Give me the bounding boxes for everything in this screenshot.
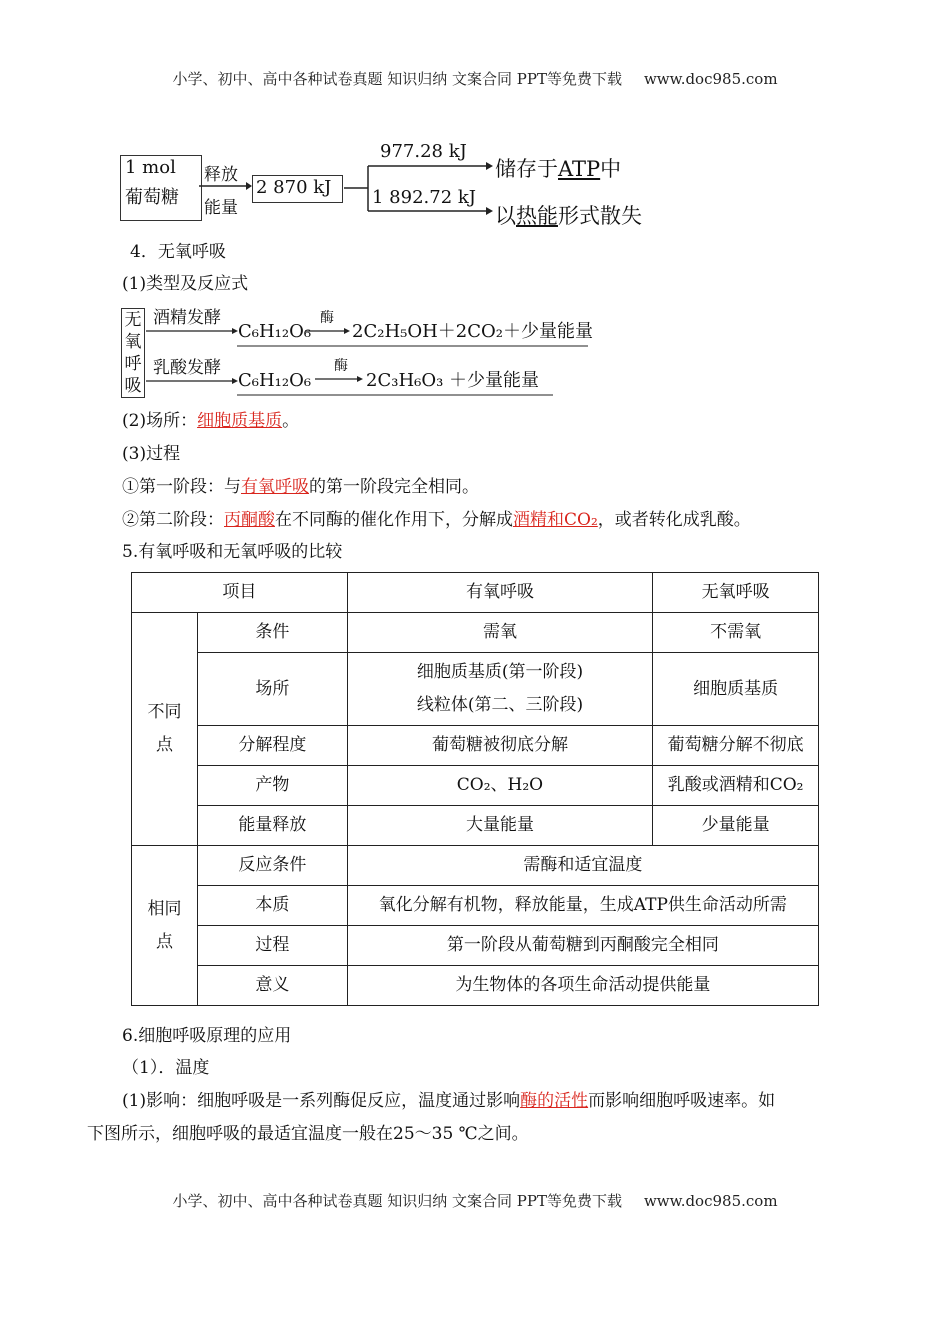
temperature-effect-line-2: 下图所示，细胞呼吸的最适宜温度一般在25～35 ℃之间。 bbox=[87, 1124, 529, 1144]
stage-1-answer: 有氧呼吸 bbox=[241, 477, 309, 497]
temperature-effect-line-1: (1)影响：细胞呼吸是一系列酶促反应，温度通过影响酶的活性而影响细胞呼吸速率。如 bbox=[122, 1091, 776, 1111]
header-url[interactable]: www.doc985.com bbox=[643, 70, 778, 88]
release-label-bottom: 能量 bbox=[204, 198, 238, 218]
glucose-amount: 1 mol bbox=[125, 157, 176, 178]
same-group-label: 相同点 bbox=[132, 846, 198, 1006]
table-row: 分解程度 葡萄糖被彻底分解 葡萄糖分解不彻底 bbox=[132, 726, 819, 766]
section-5-title: 5.有氧呼吸和无氧呼吸的比较 bbox=[122, 542, 343, 562]
table-row: 场所 细胞质基质(第一阶段) 线粒体(第二、三阶段) 细胞质基质 bbox=[132, 653, 819, 726]
release-label-top: 释放 bbox=[204, 165, 238, 185]
table-row: 产物 CO₂、H₂O 乳酸或酒精和CO₂ bbox=[132, 766, 819, 806]
stage-2-line: ②第二阶段：丙酮酸在不同酶的催化作用下，分解成酒精和CO₂，或者转化成乳酸。 bbox=[122, 510, 751, 530]
section-6-sub1: （1）．温度 bbox=[122, 1058, 210, 1078]
glucose-label: 葡萄糖 bbox=[125, 187, 179, 208]
section-6-title: 6.细胞呼吸原理的应用 bbox=[122, 1026, 292, 1046]
heat-destination: 以热能形式散失 bbox=[495, 204, 642, 228]
stage-2-answer-1: 丙酮酸 bbox=[224, 510, 275, 530]
header-anaerobic: 无氧呼吸 bbox=[653, 573, 819, 613]
section-4-title: 4．无氧呼吸 bbox=[130, 242, 226, 262]
reaction-arrows bbox=[0, 0, 950, 420]
header-item: 项目 bbox=[132, 573, 348, 613]
table-row: 过程 第一阶段从葡萄糖到丙酮酸完全相同 bbox=[132, 926, 819, 966]
section-4-sub1: (1)类型及反应式 bbox=[122, 274, 249, 294]
diff-group-label: 不同点 bbox=[132, 613, 198, 846]
r1-products: 2C₂H₅OH＋2CO₂＋少量能量 bbox=[352, 321, 594, 342]
table-row: 相同点 反应条件 需酶和适宜温度 bbox=[132, 846, 819, 886]
table-row: 本质 氧化分解有机物，释放能量，生成ATP供生命活动所需 bbox=[132, 886, 819, 926]
table-header-row bbox=[132, 573, 819, 613]
total-energy-box: 2 870 kJ bbox=[252, 175, 343, 203]
heat-term: 热能 bbox=[516, 204, 558, 228]
r1-enzyme: 酶 bbox=[320, 310, 334, 326]
table-row: 意义 为生物体的各项生命活动提供能量 bbox=[132, 966, 819, 1006]
r2-reactant: C₆H₁₂O₆ bbox=[238, 370, 312, 391]
stage-1-line: ①第一阶段：与有氧呼吸的第一阶段完全相同。 bbox=[122, 477, 479, 497]
r2-products: 2C₃H₆O₃ ＋少量能量 bbox=[366, 370, 540, 391]
footer-text: 小学、初中、高中各种试卷真题 知识归纳 文案合同 PPT等免费下载 bbox=[172, 1192, 622, 1210]
table-row: 能量释放 大量能量 少量能量 bbox=[132, 806, 819, 846]
stage-2-answer-2: 酒精和CO₂ bbox=[513, 510, 598, 530]
atp-value: 977.28 kJ bbox=[380, 141, 467, 162]
footer-url[interactable]: www.doc985.com bbox=[643, 1192, 778, 1210]
site-line: (2)场所：细胞质基质。 bbox=[122, 411, 300, 431]
heat-value: 1 892.72 kJ bbox=[372, 187, 477, 208]
process-heading: (3)过程 bbox=[122, 444, 181, 464]
atp-destination: 储存于ATP中 bbox=[495, 157, 622, 181]
lactic-fermentation-label: 乳酸发酵 bbox=[153, 358, 221, 378]
anaerobic-box: 无 氧 呼 吸 bbox=[121, 308, 145, 398]
r1-reactant: C₆H₁₂O₆ bbox=[238, 321, 312, 342]
site-answer: 细胞质基质 bbox=[197, 411, 283, 431]
comparison-table bbox=[131, 572, 819, 1006]
header-text: 小学、初中、高中各种试卷真题 知识归纳 文案合同 PPT等免费下载 bbox=[172, 70, 622, 88]
header-aerobic: 有氧呼吸 bbox=[347, 573, 653, 613]
r2-enzyme: 酶 bbox=[334, 358, 348, 374]
temperature-effect-answer: 酶的活性 bbox=[520, 1091, 589, 1111]
page-footer bbox=[0, 1190, 950, 1211]
alcohol-fermentation-label: 酒精发酵 bbox=[153, 308, 221, 328]
table-row: 不同点 条件 需氧 不需氧 bbox=[132, 613, 819, 653]
atp-term: ATP bbox=[558, 157, 601, 181]
